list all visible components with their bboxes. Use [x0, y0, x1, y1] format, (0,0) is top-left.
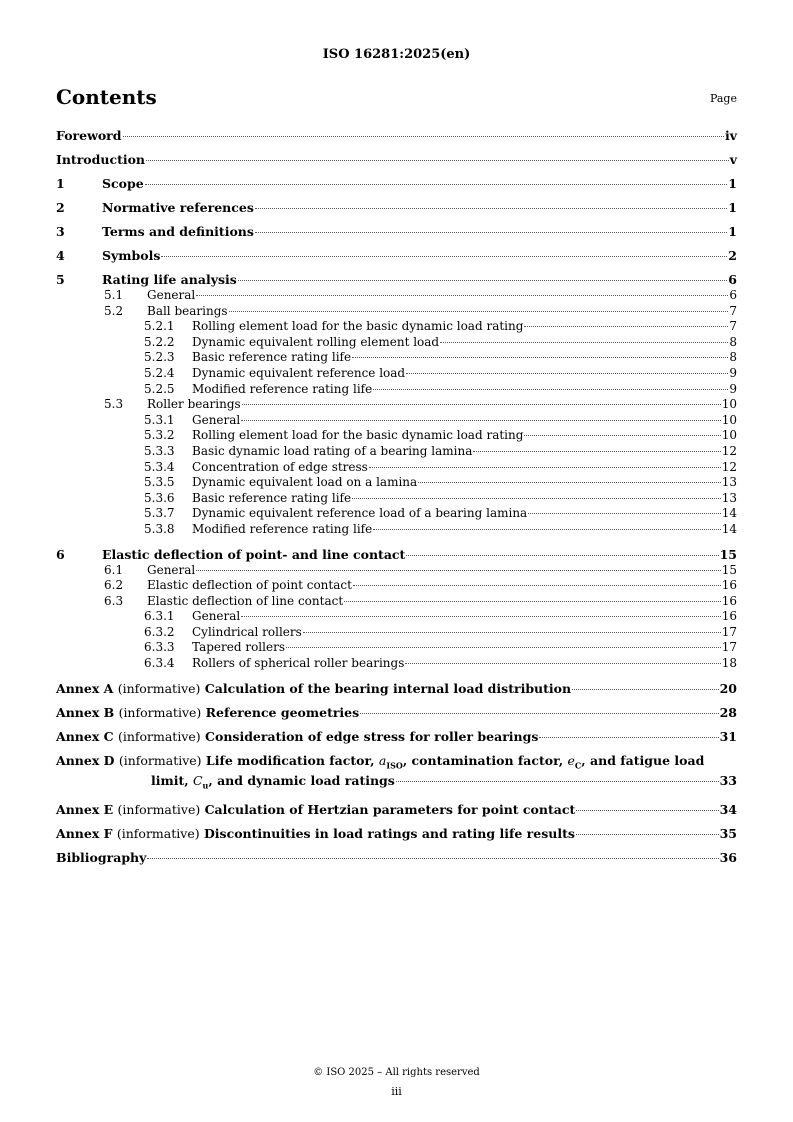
toc-page: 15: [721, 562, 737, 577]
toc-number: 5.3.2: [144, 428, 175, 443]
toc-page: 10: [721, 428, 737, 443]
annex-head: Annex B: [56, 704, 115, 720]
dot-leader: [255, 232, 727, 233]
toc-label: Rolling element load for the basic dynamic load rating: [192, 319, 524, 334]
toc-entry-5-3-8[interactable]: [56, 522, 737, 538]
toc-entry-introduction[interactable]: [56, 152, 737, 168]
annex-type: (informative): [117, 728, 201, 744]
dot-leader: [418, 482, 721, 483]
annex-title-part: limit,: [151, 773, 189, 789]
dot-leader: [373, 529, 721, 530]
toc-number: 6.3: [104, 593, 124, 608]
toc-page: 16: [721, 578, 737, 593]
document-id-header: ISO 16281:2025(en): [322, 47, 471, 62]
toc-page: 7: [729, 303, 737, 318]
toc-entry-4[interactable]: [56, 248, 737, 264]
toc-label: General: [147, 288, 196, 302]
dot-leader: [241, 420, 720, 421]
toc-entry-6[interactable]: [56, 547, 737, 563]
toc-label: General: [147, 562, 196, 577]
toc-entry-5-3-3[interactable]: [56, 444, 737, 460]
toc-number: 5.3.4: [144, 459, 175, 474]
toc-page: 36: [719, 849, 737, 865]
toc-label: Basic dynamic load rating of a bearing lamina: [192, 443, 473, 458]
toc-page: 1: [728, 176, 737, 191]
toc-entry-5-3-5[interactable]: [56, 475, 737, 491]
toc-entry-5-2-2[interactable]: [56, 335, 737, 351]
toc-entry-6-2[interactable]: [56, 578, 737, 594]
page-number: iii: [391, 1085, 402, 1098]
toc-page: 12: [721, 459, 737, 474]
dot-leader: [196, 570, 720, 571]
symbol-a: a: [378, 752, 387, 768]
toc-entry-annex-f[interactable]: [56, 826, 737, 842]
annex-type: (informative): [116, 825, 200, 841]
toc-page: 1: [728, 224, 737, 239]
toc-page: iv: [724, 128, 737, 143]
symbol-c: C: [192, 773, 203, 789]
toc-number: 2: [56, 200, 65, 215]
dot-leader: [344, 601, 721, 602]
toc-page: 6: [728, 272, 737, 287]
toc-label: [151, 773, 395, 794]
annex-type: (informative): [117, 680, 201, 696]
toc-label: Symbols: [102, 248, 161, 263]
toc-entry-5-2-1[interactable]: [56, 319, 737, 335]
toc-label: Ball bearings: [147, 303, 228, 318]
toc-entry-5-3-2[interactable]: [56, 428, 737, 444]
symbol-sub: u: [202, 780, 209, 791]
toc-entry-5-2-3[interactable]: [56, 350, 737, 366]
toc-page: 14: [721, 521, 737, 536]
toc-number: 3: [56, 224, 65, 239]
annex-title: Calculation of the bearing internal load distribution: [204, 680, 572, 696]
toc-page: 14: [721, 506, 737, 521]
annex-head: Annex A: [56, 680, 114, 696]
toc-entry-5-1[interactable]: [56, 288, 737, 304]
toc-page: 1: [728, 200, 737, 215]
toc-label: Elastic deflection of point- and line contact: [102, 546, 406, 562]
toc-number: 5.3: [104, 397, 124, 412]
toc-entry-6-1[interactable]: [56, 563, 737, 579]
annex-d-line-2: [56, 773, 737, 794]
toc-entry-6-3[interactable]: [56, 594, 737, 610]
toc-number: 5.2.1: [144, 319, 175, 334]
dot-leader: [303, 632, 721, 633]
page-title: Contents: [56, 85, 157, 109]
toc-entry-5[interactable]: [56, 272, 737, 288]
dot-leader: [123, 136, 724, 137]
annex-head: Annex F: [56, 825, 113, 841]
toc-number: 5.3.1: [144, 412, 175, 427]
dot-leader: [241, 616, 720, 617]
annex-title-part: , and dynamic load ratings: [208, 773, 395, 789]
toc-page: 20: [719, 680, 737, 696]
toc-label: Terms and definitions: [102, 224, 254, 239]
dot-leader: [238, 280, 728, 281]
annex-head: Annex D: [56, 752, 115, 768]
dot-leader: [229, 311, 729, 312]
toc-entry-3[interactable]: [56, 224, 737, 240]
toc-entry-5-2[interactable]: [56, 304, 737, 320]
toc-entry-annex-d[interactable]: [56, 753, 737, 794]
toc-label: [56, 729, 538, 745]
toc-label: Normative references: [102, 200, 254, 215]
toc-number: 5.3.5: [144, 475, 175, 490]
toc-page: 18: [721, 656, 737, 671]
toc-entry-annex-b[interactable]: [56, 705, 737, 721]
toc-entry-5-3-7[interactable]: [56, 506, 737, 522]
toc-number: 5.3.3: [144, 443, 175, 458]
toc-entry-6-3-2[interactable]: [56, 625, 737, 641]
dot-leader: [352, 498, 721, 499]
annex-title: Reference geometries: [205, 704, 360, 720]
toc-label: Dynamic equivalent reference load: [192, 365, 406, 380]
annex-title: Calculation of Hertzian parameters for point contact: [204, 801, 576, 817]
copyright-notice: © ISO 2025 – All rights reserved: [313, 1067, 480, 1078]
dot-leader: [145, 184, 728, 185]
dot-leader: [196, 295, 728, 296]
toc-page: 12: [721, 443, 737, 458]
toc-page: 9: [729, 365, 737, 380]
annex-head: Annex E: [56, 801, 114, 817]
toc-label: Elastic deflection of point contact: [147, 578, 352, 593]
page-column-label: Page: [709, 92, 737, 105]
toc-number: 5.2.5: [144, 381, 175, 396]
toc-label: Rating life analysis: [102, 272, 237, 287]
dot-leader: [406, 373, 728, 374]
toc-number: 5.3.8: [144, 521, 175, 536]
dot-leader: [147, 858, 718, 859]
dot-leader: [360, 713, 718, 714]
toc-number: 5.2: [104, 303, 124, 318]
symbol-sub: ISO: [386, 760, 403, 771]
toc-entry-6-3-3[interactable]: [56, 640, 737, 656]
toc-entry-5-3-6[interactable]: [56, 491, 737, 507]
annex-head: Annex C: [56, 728, 114, 744]
annex-type: (informative): [118, 704, 202, 720]
toc-number: 6: [56, 546, 65, 562]
toc-number: 5.2.3: [144, 350, 175, 365]
annex-title: Consideration of edge stress for roller bearings: [205, 728, 539, 744]
toc-page: 35: [719, 825, 737, 841]
annex-title-part: Life modification factor,: [205, 752, 375, 768]
toc-label: Introduction: [56, 152, 146, 167]
toc-number: 4: [56, 248, 65, 263]
toc-page: 17: [721, 624, 737, 639]
toc-number: 5.2.2: [144, 334, 175, 349]
toc-label: [56, 753, 704, 774]
toc-label: Dynamic equivalent reference load of a bearing lamina: [192, 506, 528, 521]
dot-leader: [396, 781, 719, 782]
toc-page: 16: [721, 593, 737, 608]
dot-leader: [524, 435, 720, 436]
toc-label: Rollers of spherical roller bearings: [192, 656, 405, 671]
toc-page: 10: [721, 397, 737, 412]
toc-page: 7: [729, 319, 737, 334]
annex-d-line-1: [56, 753, 737, 774]
toc-page: 33: [719, 773, 737, 789]
annex-type: (informative): [117, 801, 201, 817]
toc-label: Concentration of edge stress: [192, 459, 368, 474]
toc-entry-foreword[interactable]: [56, 128, 737, 144]
toc-page: 2: [728, 248, 737, 263]
toc-entry-5-3-1[interactable]: [56, 413, 737, 429]
toc-number: 5.1: [104, 288, 124, 302]
toc-number: 6.3.3: [144, 640, 175, 655]
toc-entry-annex-c[interactable]: [56, 729, 737, 745]
dot-leader: [524, 326, 728, 327]
toc-label: Dynamic equivalent rolling element load: [192, 334, 440, 349]
toc-label: Roller bearings: [147, 397, 241, 412]
dot-leader: [528, 513, 721, 514]
dot-leader: [406, 555, 718, 556]
toc-page: 13: [721, 490, 737, 505]
toc-entry-6-3-4[interactable]: [56, 656, 737, 672]
toc-page: 13: [721, 475, 737, 490]
toc-label: General: [192, 609, 241, 624]
dot-leader: [539, 737, 718, 738]
dot-leader: [440, 342, 728, 343]
toc-entry-5-3-4[interactable]: [56, 460, 737, 476]
toc-number: 1: [56, 176, 65, 191]
toc-label: Foreword: [56, 128, 122, 143]
toc-number: 6.3.1: [144, 609, 175, 624]
toc-number: 6.3.4: [144, 656, 175, 671]
toc-label: Basic reference rating life: [192, 350, 352, 365]
toc-page: v: [729, 152, 737, 167]
toc-page: 15: [719, 546, 737, 562]
toc-page: 31: [719, 728, 737, 744]
dot-leader: [473, 451, 720, 452]
dot-leader: [576, 810, 718, 811]
toc-label: Bibliography: [56, 849, 147, 865]
annex-title: Discontinuities in load ratings and rating life results: [203, 825, 575, 841]
toc-label: [56, 826, 575, 842]
toc-number: 6.1: [104, 562, 124, 577]
dot-leader: [405, 663, 720, 664]
dot-leader: [369, 467, 721, 468]
toc-number: 5: [56, 272, 65, 287]
toc-label: Tapered rollers: [192, 640, 285, 655]
toc-label: Scope: [102, 176, 144, 191]
toc-entry-1[interactable]: [56, 176, 737, 192]
toc-label: Rolling element load for the basic dynamic load rating: [192, 428, 524, 443]
toc-label: [56, 802, 575, 818]
toc-number: 6.3.2: [144, 624, 175, 639]
toc-page: 9: [729, 381, 737, 396]
toc-label: General: [192, 412, 241, 427]
toc-label: [56, 681, 571, 697]
toc-number: 5.3.7: [144, 506, 175, 521]
dot-leader: [353, 585, 721, 586]
dot-leader: [576, 834, 719, 835]
toc-number: 6.2: [104, 578, 124, 593]
toc-entry-5-2-5[interactable]: [56, 382, 737, 398]
toc-label: Elastic deflection of line contact: [147, 593, 344, 608]
annex-type: (informative): [118, 752, 202, 768]
toc-label: Basic reference rating life: [192, 490, 352, 505]
dot-leader: [352, 357, 728, 358]
toc-page: 10: [721, 412, 737, 427]
dot-leader: [572, 689, 719, 690]
toc-entry-annex-e[interactable]: [56, 802, 737, 818]
dot-leader: [242, 404, 721, 405]
toc-number: 5.2.4: [144, 365, 175, 380]
toc-entry-5-3[interactable]: [56, 397, 737, 413]
toc-page: 8: [729, 350, 737, 365]
symbol-sub: C: [574, 760, 582, 771]
dot-leader: [373, 389, 728, 390]
toc-page: 8: [729, 334, 737, 349]
toc-entry-annex-a[interactable]: [56, 681, 737, 697]
table-of-contents: [56, 128, 737, 866]
toc-label: Dynamic equivalent load on a lamina: [192, 475, 418, 490]
toc-entry-5-2-4[interactable]: [56, 366, 737, 382]
dot-leader: [146, 160, 729, 161]
toc-page: 16: [721, 609, 737, 624]
toc-entry-6-3-1[interactable]: [56, 609, 737, 625]
contents-title-row: [56, 85, 737, 111]
annex-title-part: , and fatigue load: [581, 752, 705, 768]
toc-number: 5.3.6: [144, 490, 175, 505]
toc-entry-2[interactable]: [56, 200, 737, 216]
dot-leader: [286, 647, 721, 648]
toc-label: Modified reference rating life: [192, 521, 373, 536]
symbol-e: e: [567, 752, 575, 768]
toc-label: Cylindrical rollers: [192, 624, 302, 639]
toc-page: 28: [719, 704, 737, 720]
toc-label: Modified reference rating life: [192, 381, 373, 396]
toc-entry-bibliography[interactable]: [56, 850, 737, 866]
dot-leader: [255, 208, 727, 209]
toc-page: 34: [719, 801, 737, 817]
toc-label: [56, 705, 359, 721]
toc-page: 17: [721, 640, 737, 655]
annex-title-part: , contamination factor,: [402, 752, 564, 768]
toc-page: 6: [729, 288, 737, 302]
dot-leader: [161, 256, 727, 257]
